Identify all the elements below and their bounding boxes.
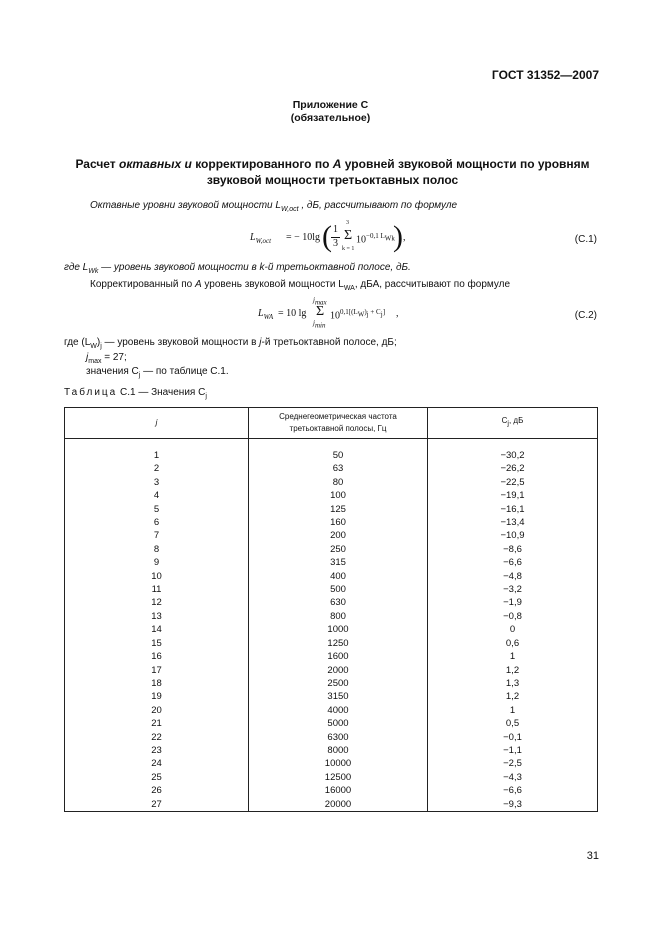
table-row — [65, 744, 598, 757]
table-row — [65, 717, 598, 730]
table-row — [65, 570, 598, 583]
header-frequency: Среднегеометрическая частота третьоктавной полосы, Гц — [249, 408, 428, 439]
header-j: j — [65, 408, 249, 439]
cell-frequency: 100 — [249, 489, 428, 502]
cell-correction: 1 — [428, 650, 598, 663]
formula-number-c2: (C.2) — [574, 310, 597, 321]
cell-band-index: 18 — [65, 677, 249, 690]
table-row — [65, 690, 598, 703]
cell-band-index: 13 — [65, 610, 249, 623]
cell-band-index: 19 — [65, 690, 249, 703]
cell-correction: −1,1 — [428, 744, 598, 757]
cell-frequency: 125 — [249, 503, 428, 516]
cell-correction: −4,3 — [428, 771, 598, 784]
table-row — [65, 637, 598, 650]
header-cj: $C_j$, дБ — [428, 408, 598, 439]
cell-frequency: 50 — [249, 449, 428, 462]
cell-frequency: 10000 — [249, 757, 428, 770]
paragraph-corrected-level: Корректированный по А уровень звуковой мощности $L_{WA}$, дБА, рассчитывают по формуле — [90, 279, 511, 292]
cell-correction: −22,5 — [428, 476, 598, 489]
cell-frequency: 6300 — [249, 731, 428, 744]
table-row — [65, 784, 598, 797]
table-row — [65, 583, 598, 596]
cell-band-index: 2 — [65, 462, 249, 475]
cell-frequency: 315 — [249, 556, 428, 569]
cell-correction: −0,1 — [428, 731, 598, 744]
cell-band-index: 23 — [65, 744, 249, 757]
cell-correction: −6,6 — [428, 556, 598, 569]
cell-correction: −19,1 — [428, 489, 598, 502]
cell-frequency: 12500 — [249, 771, 428, 784]
document-code: ГОСТ 31352—2007 — [491, 68, 599, 82]
table-row — [65, 462, 598, 475]
cell-correction: 0 — [428, 623, 598, 636]
cell-band-index: 3 — [65, 476, 249, 489]
cell-frequency: 20000 — [249, 798, 428, 812]
cell-correction: −26,2 — [428, 462, 598, 475]
cell-correction: −8,6 — [428, 543, 598, 556]
cell-band-index: 1 — [65, 449, 249, 462]
table-row — [65, 489, 598, 502]
cell-band-index: 26 — [65, 784, 249, 797]
table-row — [65, 623, 598, 636]
cell-correction: −2,5 — [428, 757, 598, 770]
cell-band-index: 20 — [65, 704, 249, 717]
cell-correction: 1,3 — [428, 677, 598, 690]
table-row — [65, 650, 598, 663]
cell-frequency: 160 — [249, 516, 428, 529]
cell-band-index: 8 — [65, 543, 249, 556]
table-row — [65, 731, 598, 744]
cell-correction: 0,6 — [428, 637, 598, 650]
cell-band-index: 14 — [65, 623, 249, 636]
cell-frequency: 5000 — [249, 717, 428, 730]
where-jmax: $j_{max} = 27$; — [86, 352, 127, 365]
cell-frequency: 2500 — [249, 677, 428, 690]
cell-band-index: 6 — [65, 516, 249, 529]
cell-band-index: 10 — [65, 570, 249, 583]
table-row — [65, 449, 598, 462]
table-row — [65, 503, 598, 516]
table-row — [65, 757, 598, 770]
cell-correction: −6,6 — [428, 784, 598, 797]
table-row — [65, 704, 598, 717]
appendix-title: Приложение С — [292, 99, 369, 111]
formula-c1: $L_{W,oct}$ = − 10lg ( 1 3 3 Σ k = 1 $10^{-0,1 L_{Wk}}$ ) , — [250, 220, 406, 253]
cell-band-index: 11 — [65, 583, 249, 596]
cell-correction: −1,9 — [428, 596, 598, 609]
table-caption: Таблица С.1 — Значения $C_j$ — [64, 387, 207, 400]
cell-frequency: 1250 — [249, 637, 428, 650]
cell-correction: 1 — [428, 704, 598, 717]
cell-frequency: 2000 — [249, 664, 428, 677]
table-header-row — [65, 408, 598, 439]
cell-band-index: 17 — [65, 664, 249, 677]
appendix-subtitle: (обязательное) — [290, 112, 371, 124]
cell-correction: 0,5 — [428, 717, 598, 730]
cell-correction: 1,2 — [428, 664, 598, 677]
cell-frequency: 8000 — [249, 744, 428, 757]
cell-band-index: 7 — [65, 529, 249, 542]
cell-correction: −9,3 — [428, 798, 598, 812]
where-lw-j: где $(L_W)_j$ — уровень звуковой мощности в j-й третьоктавной полосе, дБ; — [64, 337, 397, 350]
cell-correction: 1,2 — [428, 690, 598, 703]
cell-frequency: 250 — [249, 543, 428, 556]
where-lwk: где $L_{Wk}$ — уровень звуковой мощности в k-й третьоктавной полосе, дБ. — [64, 262, 411, 275]
page-number: 31 — [586, 850, 599, 862]
cell-frequency: 63 — [249, 462, 428, 475]
formula-c2: $L_{WA}$ = 10 lg $j_{max}$ Σ $j_{min}$ $10^{0,1[(L_W)_j + C_j]}$ , — [258, 296, 399, 330]
cell-frequency: 80 — [249, 476, 428, 489]
cell-frequency: 630 — [249, 596, 428, 609]
cell-band-index: 12 — [65, 596, 249, 609]
table-row — [65, 476, 598, 489]
cell-frequency: 500 — [249, 583, 428, 596]
formula-number-c1: (C.1) — [574, 234, 597, 245]
table-row — [65, 610, 598, 623]
table-c1 — [64, 407, 598, 812]
cell-band-index: 27 — [65, 798, 249, 812]
table-row — [65, 771, 598, 784]
cell-correction: −10,9 — [428, 529, 598, 542]
table-row — [65, 664, 598, 677]
table-row — [65, 556, 598, 569]
cell-frequency: 1600 — [249, 650, 428, 663]
cell-correction: −16,1 — [428, 503, 598, 516]
cell-frequency: 200 — [249, 529, 428, 542]
cell-band-index: 4 — [65, 489, 249, 502]
cell-band-index: 9 — [65, 556, 249, 569]
cell-band-index: 22 — [65, 731, 249, 744]
cell-band-index: 5 — [65, 503, 249, 516]
cell-frequency: 400 — [249, 570, 428, 583]
table-row — [65, 677, 598, 690]
where-cj: значения $C_j$ — по таблице С.1. — [86, 366, 229, 379]
cell-correction: −13,4 — [428, 516, 598, 529]
cell-correction: −30,2 — [428, 449, 598, 462]
table-row — [65, 543, 598, 556]
cell-frequency: 3150 — [249, 690, 428, 703]
cell-band-index: 15 — [65, 637, 249, 650]
cell-correction: −3,2 — [428, 583, 598, 596]
paragraph-octave-levels: Октавные уровни звуковой мощности $L_{W,oct}$ , дБ, рассчитывают по формуле — [90, 200, 458, 213]
section-title: Расчет октавных и корректированного по А уровней звуковой мощности по уровням звуковой мощности третьоктавных полос — [75, 157, 590, 187]
cell-frequency: 1000 — [249, 623, 428, 636]
cell-frequency: 16000 — [249, 784, 428, 797]
table-row — [65, 798, 598, 812]
cell-band-index: 16 — [65, 650, 249, 663]
cell-band-index: 25 — [65, 771, 249, 784]
table-row — [65, 596, 598, 609]
table-row — [65, 529, 598, 542]
cell-frequency: 4000 — [249, 704, 428, 717]
cell-correction: −4,8 — [428, 570, 598, 583]
cell-band-index: 24 — [65, 757, 249, 770]
cell-frequency: 800 — [249, 610, 428, 623]
cell-band-index: 21 — [65, 717, 249, 730]
table-row — [65, 516, 598, 529]
cell-correction: −0,8 — [428, 610, 598, 623]
